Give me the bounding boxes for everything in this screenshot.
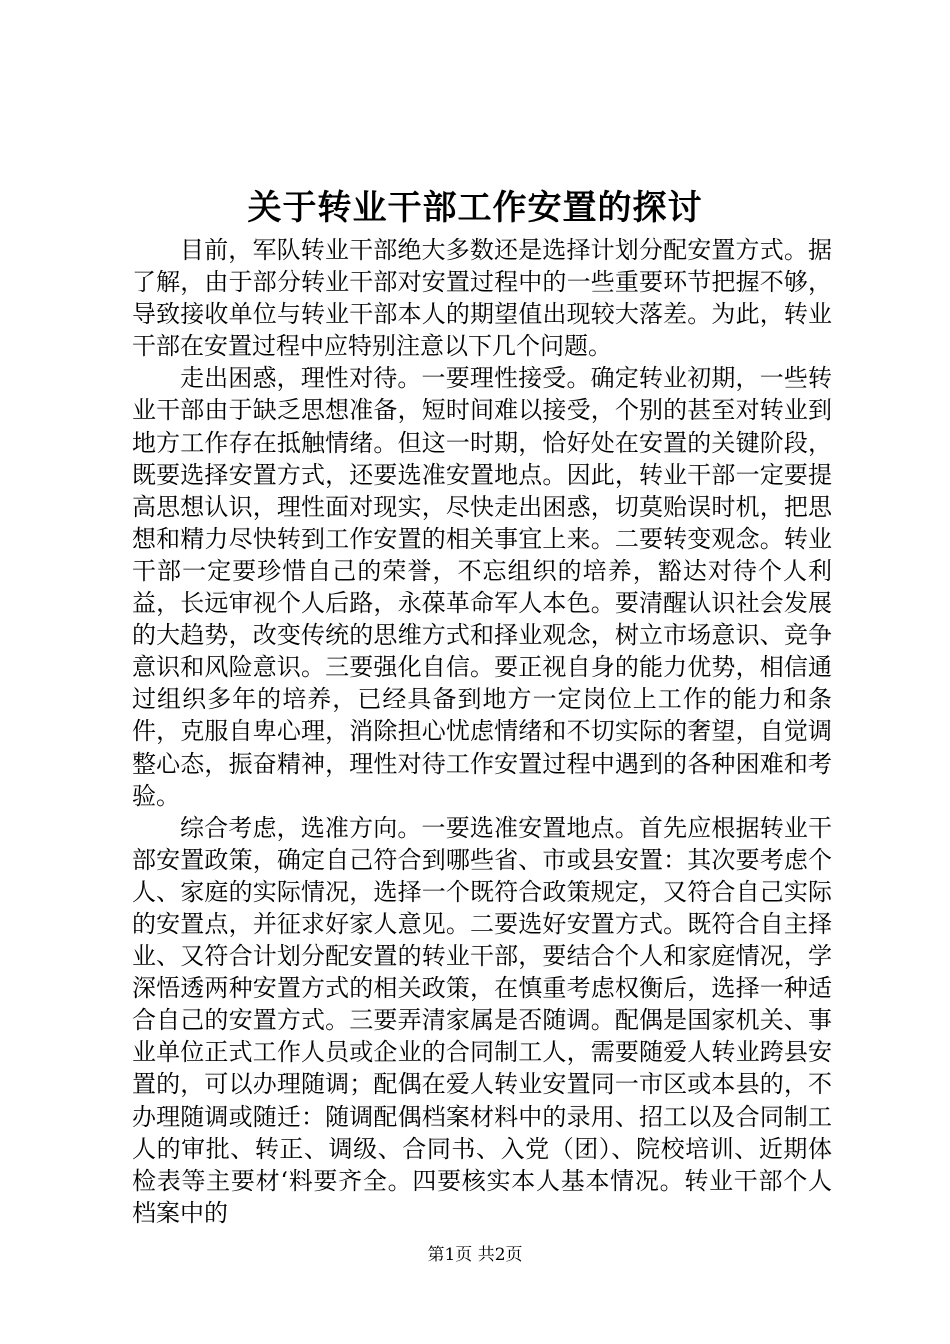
- paragraph-section-1: 走出困惑，理性对待。一要理性接受。确定转业初期，一些转业干部由于缺乏思想准备，短时间难以接受，个别的甚至对转业到地方工作存在抵触情绪。但这一时期，恰好处在安置的关键阶段，既要选择安置方式，还要选准安置地点。因此，转业干部一定要提高思想认识，理性面对现实，尽快走出困惑，切莫贻误时机，把思想和精力尽快转到工作安置的相关事宜上来。二要转变观念。转业干部一定要珍惜自己的荣誉，不忘组织的培养，豁达对待个人利益，长远审视个人后路，永葆革命军人本色。要清醒认识社会发展的大趋势，改变传统的思维方式和择业观念，树立市场意识、竞争意识和风险意识。三要强化自信。要正视自身的能力优势，相信通过组织多年的培养，已经具备到地方一定岗位上工作的能力和条件，克服自卑心理，消除担心忧虑情绪和不切实际的奢望，自觉调整心态，振奋精神，理性对待工作安置过程中遇到的各种困难和考验。: [132, 364, 832, 810]
- document-title: 关于转业干部工作安置的探讨: [247, 188, 703, 228]
- paragraph-section-2: 综合考虑，选准方向。一要选准安置地点。首先应根据转业干部安置政策，确定自己符合到哪些省、市或县安置：其次要考虑个人、家庭的实际情况，选择一个既符合政策规定，又符合自己实际的安置点，并征求好家人意见。二要选好安置方式。既符合自主择业、又符合计划分配安置的转业干部，要结合个人和家庭情况，学深悟透两种安置方式的相关政策，在慎重考虑权衡后，选择一种适合自己的安置方式。三要弄清家属是否随调。配偶是国家机关、事业单位正式工作人员或企业的合同制工人，需要随爱人转业跨县安置的，可以办理随调；配偶在爱人转业安置同一市区或本县的，不办理随调或随迁：随调配偶档案材料中的录用、招工以及合同制工人的审批、转正、调级、合同书、入党（团）、院校培训、近期体检表等主要材‘料要齐全。四要核实本人基本情况。转业干部个人档案中的: [132, 813, 832, 1227]
- paragraph-intro: 目前，军队转业干部绝大多数还是选择计划分配安置方式。据了解，由于部分转业干部对安置过程中的一些重要环节把握不够，导致接收单位与转业干部本人的期望值出现较大落差。为此，转业干部在安置过程中应特别注意以下几个问题。: [132, 236, 832, 361]
- document-body: [132, 234, 832, 1229]
- page-footer: 第1页 共2页: [427, 1245, 523, 1265]
